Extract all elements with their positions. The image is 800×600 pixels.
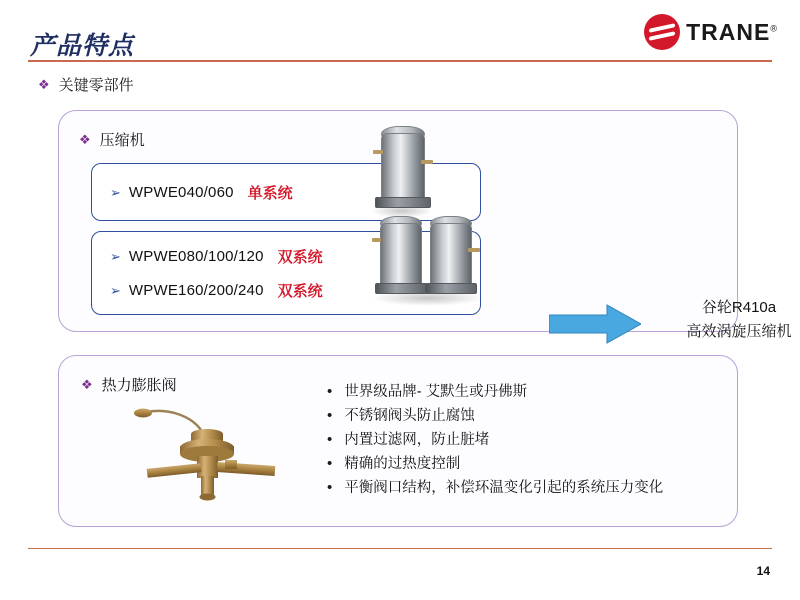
model-row	[110, 182, 293, 203]
list-item-label: 精确的过热度控制	[344, 456, 461, 472]
bullet-icon: •	[327, 479, 333, 496]
arrow-bullet-icon: ➢	[110, 184, 121, 200]
arrow-bullet-icon: ➢	[110, 248, 121, 264]
trane-logo	[628, 12, 778, 52]
model-code: WPWE160/200/240	[128, 282, 264, 299]
logo-wordmark	[686, 19, 778, 46]
title-divider	[28, 60, 772, 62]
diamond-bullet-icon: ❖	[79, 131, 91, 147]
subheading-label: 关键零部件	[58, 77, 134, 94]
compressor-panel	[58, 110, 792, 340]
callout-line-2: 高效涡旋压缩机	[686, 323, 792, 340]
registered-icon: ®	[770, 22, 778, 33]
list-item-label: 内置过滤网，防止脏堵	[344, 432, 490, 448]
valve-feature-list	[327, 380, 727, 500]
list-item-label: 平衡阀口结构，补偿环温变化引起的系统压力变化	[344, 480, 664, 496]
logo-text: TRANE	[686, 18, 771, 45]
system-tag: 双系统	[277, 283, 323, 300]
page-number: 14	[756, 564, 770, 578]
list-item-label: 不锈钢阀头防止腐蚀	[344, 408, 475, 424]
compressor-callout	[649, 296, 800, 344]
list-item	[327, 452, 727, 476]
bullet-icon: •	[327, 407, 333, 424]
list-item	[327, 380, 727, 404]
bullet-icon: •	[327, 455, 333, 472]
footer-divider	[28, 548, 772, 549]
list-item	[327, 428, 727, 452]
valve-panel-label: 热力膨胀阀	[101, 377, 177, 394]
valve-panel-heading	[81, 374, 177, 395]
list-item	[327, 404, 727, 428]
compressor-panel-label: 压缩机	[99, 132, 145, 149]
compressor-image-dual	[368, 204, 486, 314]
section-subheading	[38, 74, 134, 95]
diamond-bullet-icon: ❖	[38, 76, 50, 92]
expansion-valve-image	[129, 404, 299, 514]
list-item-label: 世界级品牌- 艾默生或丹佛斯	[344, 384, 528, 400]
model-code: WPWE080/100/120	[128, 248, 264, 265]
list-item	[327, 476, 727, 500]
bullet-icon: •	[327, 431, 333, 448]
callout-line-1: 谷轮R410a	[701, 299, 777, 316]
bullet-icon: •	[327, 383, 333, 400]
compressor-panel-heading	[79, 129, 145, 150]
model-row	[110, 280, 323, 301]
model-code: WPWE040/060	[128, 184, 234, 201]
trane-logo-icon	[644, 14, 680, 50]
model-row	[110, 246, 323, 267]
arrow-bullet-icon: ➢	[110, 282, 121, 298]
model-box-dual-system	[91, 231, 481, 315]
expansion-valve-panel	[58, 355, 738, 527]
page-title: 产品特点	[30, 32, 135, 60]
flow-arrow-icon	[549, 303, 641, 345]
system-tag: 单系统	[247, 185, 293, 202]
diamond-bullet-icon: ❖	[81, 376, 93, 392]
system-tag: 双系统	[277, 249, 323, 266]
